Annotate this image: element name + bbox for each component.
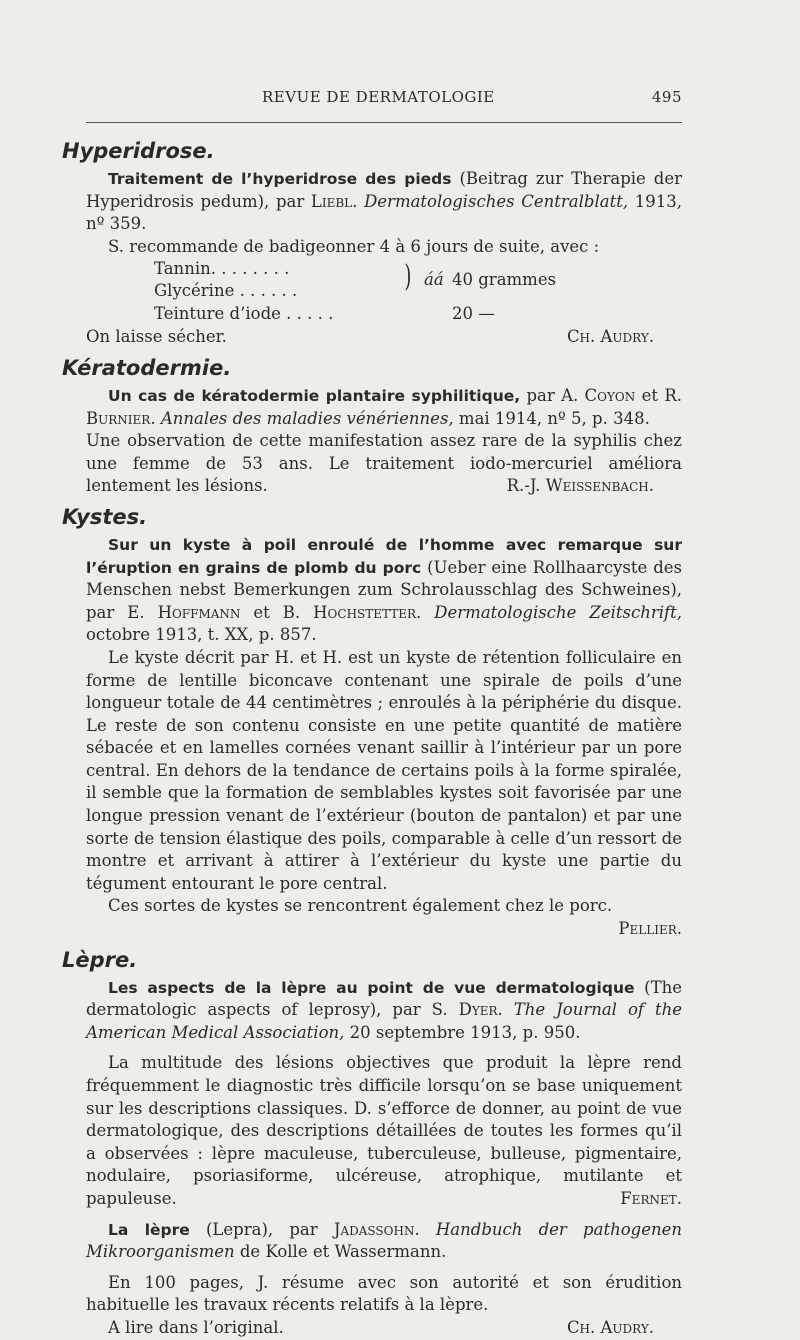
paragraph: A lire dans l’original. Ch. Audry.	[86, 1317, 682, 1340]
article-citation: Traitement de l’hyperidrose des pieds (Beitrag zur Therapie der Hyperidrosis pedum), par Liebl. Dermatologisches Centralblatt, 1913, nº 359.	[86, 169, 683, 234]
spacer	[86, 1044, 682, 1052]
journal-name: Dermatologische Zeitschrift,	[434, 602, 682, 622]
signature: Ch. Audry.	[566, 1317, 654, 1337]
paragraph: S. recommande de badigeonner 4 à 6 jours de suite, avec :	[108, 236, 600, 256]
journal-name: The Journal of the American Medical Association,	[86, 1000, 682, 1042]
article-title: La lèpre	[108, 1220, 190, 1239]
signature: Fernet.	[620, 1188, 682, 1208]
signature: R.-J. Weissenbach.	[506, 476, 654, 496]
article-citation: Sur un kyste à poil enroulé de l’homme avec remarque sur l’éruption en grains de plomb du porc (Ueber eine Rollhaarcyste des Menschen nebst Bemerkungen zum Schrolausschlag des Schweines), par E. Hoffmann et B. Hochstetter. Dermatologische Zeitschrift, octobre 1913, t. XX, p. 857.	[86, 535, 682, 645]
ingredient-teinture: Teinture d’iode . . . . .	[154, 304, 334, 324]
signature: Pellier.	[618, 919, 682, 939]
author-name: Liebl	[310, 191, 353, 211]
journal-title: REVUE DE DERMATOLOGIE	[262, 88, 495, 106]
ingredient-tannin: Tannin. . . . . . . .	[154, 259, 290, 279]
paragraph: On laisse sécher. Ch. Audry.	[86, 326, 682, 349]
paragraph: En 100 pages, J. résume avec son autorité et son érudition habituelle les travaux récents relatifs à la lèpre.	[86, 1272, 682, 1315]
quantity-teinture: 20 —	[452, 304, 495, 324]
article-citation: Un cas de kératodermie plantaire syphilitique, par A. Coyon et R. Burnier. Annales des maladies vénériennes, mai 1914, nº 5, p. 348.	[86, 385, 682, 428]
author-name: Jadassohn	[333, 1219, 415, 1239]
signature: Ch. Audry.	[566, 327, 654, 347]
journal-name: Dermatologisches Centralblatt,	[364, 191, 629, 211]
paragraph: Ces sortes de kystes se rencontrent également chez le porc. Pellier.	[86, 895, 682, 940]
article-title: Traitement de l’hyperidrose des pieds	[108, 170, 452, 188]
paragraph: La multitude des lésions objectives que produit la lèpre rend fréquemment le diagnostic très difficile lorsqu’on se base uniquement sur les descriptions classiques. D. s’efforce de donner, au point de vue dermatologique, des descriptions détaillées de toutes les formes qu’il a observées : lèpre maculeuse, tuberculeuse, bulleuse, pigmentaire, nodulaire, psoriasiforme, ulcéreuse, atrophique, mutilante et papuleuse. Fernet.	[86, 1052, 682, 1210]
paragraph: Une observation de cette manifestation assez rare de la syphilis chez une femme de 53 ans. Le traitement iodo-mercuriel améliora lentement les lésions. R.-J. Weissenbach.	[86, 430, 682, 498]
ingredient-glycerine: Glycérine . . . . . .	[154, 281, 298, 301]
section-heading-kystes: Kystes.	[62, 504, 148, 529]
prescription-formula	[154, 258, 682, 326]
spacer	[86, 1211, 682, 1219]
article-citation: Les aspects de la lèpre au point de vue dermatologique (The dermatologic aspects of leprosy), par S. Dyer. The Journal of the American Medical Association, 20 septembre 1913, p. 950.	[86, 977, 682, 1042]
page-number: 495	[651, 88, 682, 106]
aa-label: áá	[424, 270, 444, 290]
brace-glyph: )	[404, 259, 412, 295]
article-citation: La lèpre (Lepra), par Jadassohn. Handbuch der pathogenen Mikroorganismen de Kolle et Wassermann.	[86, 1219, 682, 1262]
header-rule	[86, 122, 682, 123]
journal-name: Handbuch der pathogenen Mikroorganismen	[86, 1219, 682, 1262]
author-name: Hoffmann	[157, 602, 241, 622]
paragraph: Le kyste décrit par H. et H. est un kyste de rétention folliculaire en forme de lentille biconcave contenant une spirale de poils d’une longueur totale de 44 centimètres ; enroulés à la périphérie du disque. Le reste de son contenu consiste en une petite quantité de matière sébacée et en lamelles cornées venant saillir à l’intérieur par un pore central. En dehors de la tendance de certains poils à la forme spiralée, il semble que la formation de semblables kystes soit favorisée par une longue pression venant de l’extérieur (bouton de pantalon) et par une sorte de tension élastique des poils, comparable à celle d’un ressort de montre et arrivant à attirer à l’extérieur du kyste une partie du tégument entourant le pore central.	[86, 647, 682, 893]
spacer	[86, 1264, 682, 1272]
quantity-aa: 40 grammes	[452, 270, 557, 290]
author-name: Dyer	[458, 1000, 498, 1020]
article-title: Les aspects de la lèpre au point de vue dermatologique	[108, 978, 635, 997]
article-title: Sur un kyste à poil enroulé de l’homme avec remarque sur l’éruption en grains de plomb du porc	[86, 535, 682, 577]
journal-name: Annales des maladies vénériennes,	[160, 408, 454, 428]
section-heading-lepre: Lèpre.	[62, 947, 138, 972]
section-heading-keratodermie: Kératodermie.	[62, 355, 232, 380]
page-content	[62, 136, 683, 1340]
author-name: Burnier	[86, 408, 151, 428]
author-name: Hochstetter	[313, 602, 417, 622]
article-title: Un cas de kératodermie plantaire syphilitique,	[108, 386, 521, 405]
author-name: Coyon	[584, 385, 636, 405]
section-heading-hyperidrose: Hyperidrose.	[62, 139, 215, 163]
